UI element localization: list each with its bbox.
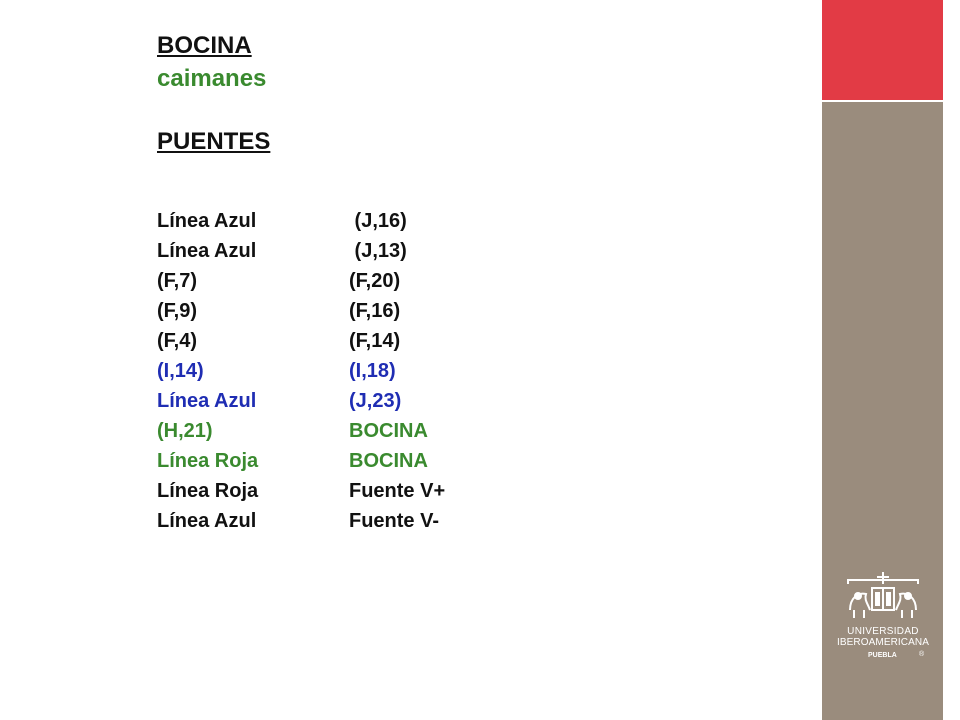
bridge-from: Línea Roja: [157, 450, 259, 472]
bridge-to: (F,14): [349, 330, 401, 352]
list-item: [157, 296, 557, 326]
bridge-from: (F,4): [157, 330, 197, 352]
list-item: [157, 446, 557, 476]
side-band-red-block: [822, 0, 943, 100]
university-emblem-icon: [844, 570, 922, 624]
bridge-from: (H,21): [157, 420, 213, 442]
list-item: [157, 416, 557, 446]
bridge-to: Fuente V-: [349, 510, 440, 532]
bridge-to: BOCINA: [349, 450, 428, 472]
bridge-to: (F,16): [349, 300, 401, 322]
list-item: [157, 476, 557, 506]
subtitle-caimanes: caimanes: [157, 65, 267, 92]
bridge-to: (F,20): [349, 270, 401, 292]
bridge-from: Línea Azul: [157, 210, 257, 232]
list-item: [157, 506, 557, 536]
slide-content: [157, 30, 270, 158]
bridge-from: Línea Azul: [157, 390, 257, 412]
list-item: [157, 356, 557, 386]
list-item: [157, 266, 557, 296]
bridge-from: (F,7): [157, 270, 197, 292]
bridge-from: (I,14): [157, 360, 204, 382]
bridge-to: (J,13): [349, 240, 407, 262]
bridge-from: Línea Azul: [157, 240, 257, 262]
bridges-list: [157, 206, 557, 536]
logo-text-puebla: PUEBLA: [868, 652, 897, 659]
side-band-divider: [822, 100, 943, 102]
bridge-to: (J,16): [349, 210, 407, 232]
bridge-from: (F,9): [157, 300, 197, 322]
list-item: [157, 386, 557, 416]
logo-registered-mark: ®: [919, 651, 925, 658]
title-bocina: BOCINA: [157, 32, 252, 59]
section-title-puentes: PUENTES: [157, 128, 271, 155]
bridge-to: BOCINA: [349, 420, 428, 442]
university-logo: [830, 570, 936, 665]
bridge-to: (I,18): [349, 360, 396, 382]
list-item: [157, 206, 557, 236]
logo-text-universidad: UNIVERSIDAD: [847, 626, 919, 637]
bridge-to: Fuente V+: [349, 480, 446, 502]
logo-text-iberoamericana: IBEROAMERICANA: [837, 637, 929, 648]
list-item: [157, 326, 557, 356]
bridge-from: Línea Azul: [157, 510, 257, 532]
bridge-from: Línea Roja: [157, 480, 259, 502]
bridge-to: (J,23): [349, 390, 402, 412]
list-item: [157, 236, 557, 266]
